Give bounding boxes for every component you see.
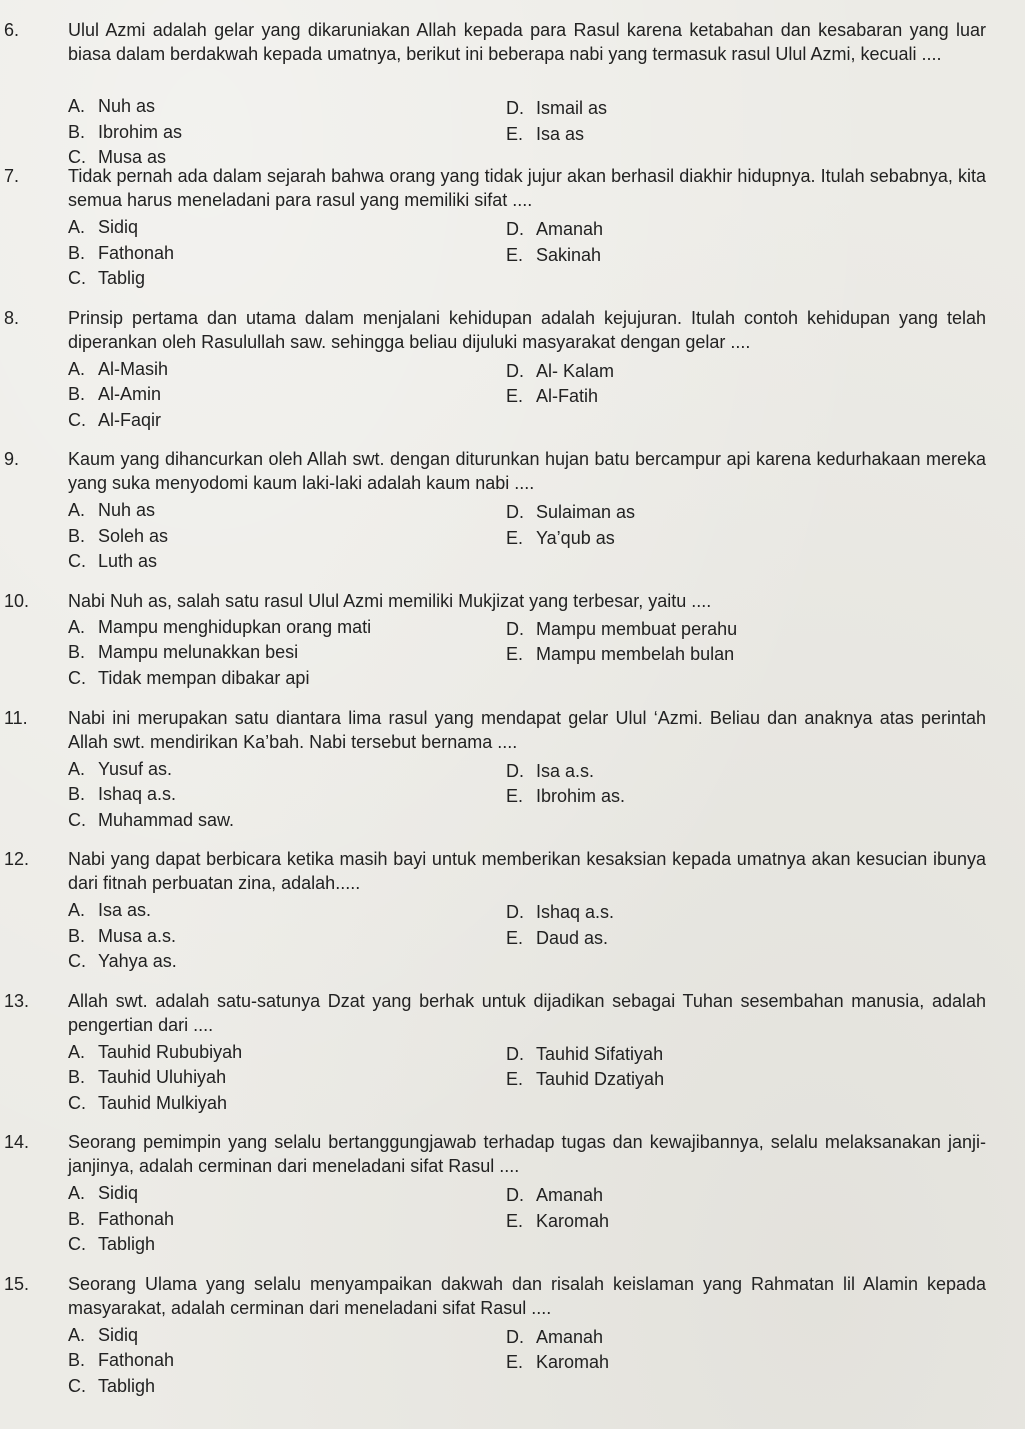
option-d: D. Ismail as	[506, 98, 608, 118]
question-text: Nabi ini merupakan satu diantara lima rasul yang mendapat gelar Ulul ‘Azmi. Beliau dan anaknya atas perintah Allah swt. mendirikan Ka’bah. Nabi tersebut bernama ....	[68, 707, 986, 752]
exam-sheet	[0, 6, 1025, 1401]
option-e: E. Al-Fatih	[506, 386, 599, 406]
option-b: B. Ishaq a.s.	[68, 784, 177, 804]
option-d: D. Mampu membuat perahu	[506, 618, 738, 639]
option-e: E. Daud as.	[506, 927, 609, 948]
option-d: D. Tauhid Sifatiyah	[506, 1043, 664, 1064]
question-6	[0, 6, 1025, 167]
question-number: 12.	[4, 849, 30, 869]
option-e: E. Mampu membelah bulan	[506, 644, 735, 664]
option-b: B. Tauhid Uluhiyah	[68, 1067, 227, 1087]
option-c: C. Tidak mempan dibakar api	[68, 667, 310, 688]
question-7	[0, 152, 1025, 294]
option-a: A. Yusuf as.	[68, 758, 173, 779]
option-d: D. Sulaiman as	[506, 502, 636, 522]
option-e: E. Sakinah	[506, 244, 602, 265]
option-a: A. Nuh as	[68, 96, 156, 116]
option-b: B. Musa a.s.	[68, 925, 177, 946]
option-d: D. Isa a.s.	[506, 760, 595, 781]
option-a: A. Isa as.	[68, 900, 152, 920]
option-b: B. Fathonah	[68, 242, 175, 263]
question-14	[0, 1118, 1025, 1260]
option-b: B. Al-Amin	[68, 384, 162, 404]
option-a: A. Mampu menghidupkan orang mati	[68, 616, 372, 637]
option-d: D. Amanah	[506, 1185, 604, 1205]
option-d: D. Ishaq a.s.	[506, 902, 615, 922]
option-c: C. Tabligh	[68, 1375, 156, 1396]
question-number: 9.	[4, 449, 20, 469]
option-b: B. Fathonah	[68, 1208, 175, 1229]
option-b: B. Soleh as	[68, 525, 169, 546]
question-text: Kaum yang dihancurkan oleh Allah swt. dengan diturunkan hujan batu bercampur api karena kedurhakaan mereka yang suka menyodomi kaum laki-laki adalah kaum nabi ....	[68, 449, 986, 493]
option-e: E. Ibrohim as.	[506, 786, 626, 806]
option-a: A. Tauhid Rububiyah	[68, 1041, 243, 1062]
question-number: 7.	[4, 166, 20, 186]
option-e: E. Isa as	[506, 123, 585, 144]
option-a: A. Sidiq	[68, 217, 139, 237]
question-number: 8.	[4, 307, 20, 328]
question-8	[0, 294, 1025, 436]
option-c: C. Tabligh	[68, 1234, 156, 1254]
option-c: C. Al-Faqir	[68, 409, 162, 430]
option-c: C. Yahya as.	[68, 951, 177, 971]
question-15	[0, 1260, 1025, 1402]
question-number: 14.	[4, 1132, 30, 1152]
option-e: E. Tauhid Dzatiyah	[506, 1069, 665, 1089]
option-a: A. Sidiq	[68, 1324, 139, 1345]
question-text: Prinsip pertama dan utama dalam menjalani kehidupan adalah kejujuran. Itulah contoh kehidupan yang telah diperankan oleh Rasulullah saw. sehingga beliau dijuluki masyarakat dengan gelar ....	[68, 307, 986, 352]
option-b: B. Fathonah	[68, 1350, 175, 1370]
question-11	[0, 694, 1025, 836]
question-number: 11.	[4, 707, 28, 728]
option-a: A. Al-Masih	[68, 358, 169, 379]
question-text: Nabi yang dapat berbicara ketika masih bayi untuk memberikan kesaksian kepada umatnya akan kesucian ibunya dari fitnah perbuatan zina, adalah.....	[68, 849, 986, 893]
option-b: B. Mampu melunakkan besi	[68, 642, 299, 662]
question-text: Allah swt. adalah satu-satunya Dzat yang berhak untuk dijadikan sebagai Tuhan sesembahan manusia, adalah pengertian dari ....	[68, 990, 986, 1035]
option-c: C. Tablig	[68, 268, 146, 288]
question-text: Nabi Nuh as, salah satu rasul Ulul Azmi memiliki Mukjizat yang terbesar, yaitu ....	[68, 590, 712, 611]
option-a: A. Nuh as	[68, 500, 156, 520]
option-e: E. Karomah	[506, 1210, 610, 1231]
question-text: Ulul Azmi adalah gelar yang dikaruniakan Allah kepada para Rasul karena ketabahan dan kesabaran yang luar biasa dalam berdakwah kepada umatnya, berikut ini beberapa nabi yang termasuk rasul Ulul Azmi, kecuali ....	[68, 20, 986, 64]
question-number: 6.	[4, 20, 20, 40]
option-d: D. Amanah	[506, 1326, 604, 1347]
question-12	[0, 835, 1025, 977]
option-d: D. Amanah	[506, 219, 604, 239]
option-e: E. Karomah	[506, 1352, 610, 1372]
option-a: A. Sidiq	[68, 1183, 139, 1203]
question-13	[0, 977, 1025, 1119]
question-number: 13.	[4, 990, 30, 1011]
option-c: C. Musa as	[68, 147, 167, 167]
option-c: C. Luth as	[68, 551, 158, 571]
question-text: Tidak pernah ada dalam sejarah bahwa orang yang tidak jujur akan berhasil diakhir hidupnya. Itulah sebabnya, kita semua harus meneladani para rasul yang memiliki sifat ....	[68, 166, 986, 210]
question-10	[0, 577, 1025, 694]
option-e: E. Ya’qub as	[506, 527, 615, 548]
question-text: Seorang pemimpin yang selalu bertanggungjawab terhadap tugas dan kewajibannya, selalu melaksanakan janji-janjinya, adalah cerminan dari meneladani sifat Rasul ....	[68, 1132, 986, 1176]
option-c: C. Tauhid Mulkiyah	[68, 1092, 228, 1113]
option-d: D. Al- Kalam	[506, 360, 615, 381]
option-c: C. Muhammad saw.	[68, 809, 235, 830]
option-b: B. Ibrohim as	[68, 121, 183, 142]
question-text: Seorang Ulama yang selalu menyampaikan dakwah dan risalah keislaman yang Rahmatan lil Alamin kepada masyarakat, adalah cerminan dari meneladani sifat Rasul ....	[68, 1273, 986, 1318]
question-number: 15.	[4, 1273, 30, 1294]
question-number: 10.	[4, 590, 30, 611]
question-9	[0, 435, 1025, 577]
